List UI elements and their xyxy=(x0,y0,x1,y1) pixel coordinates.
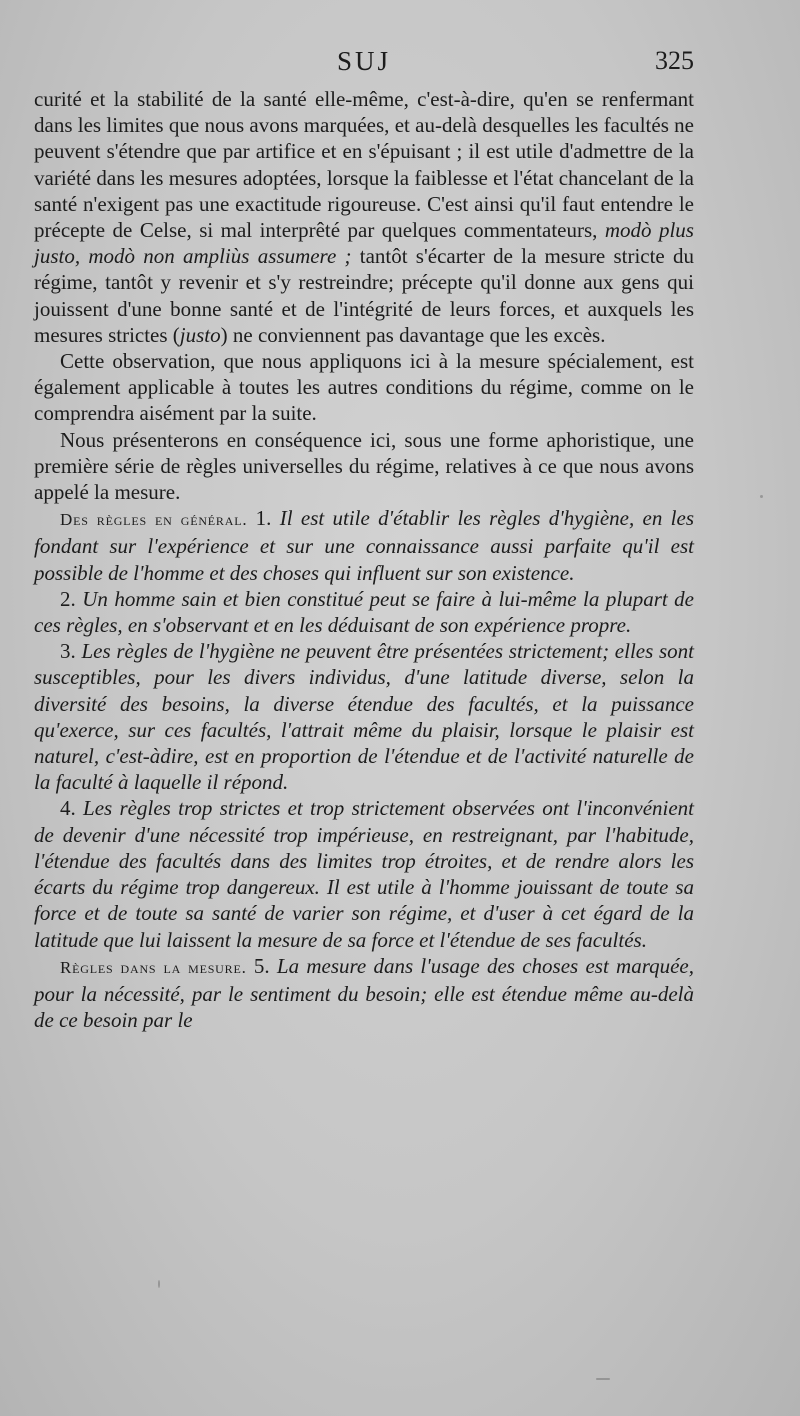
running-head: SUJ xyxy=(336,46,392,76)
rule-5-number: 5. xyxy=(246,953,277,978)
paragraph-1-part-a: curité et la stabilité de la santé elle-même, c'est-à-dire, qu'en se renfermant dans les limites que nous avons marquées, et au-delà desquelles les facultés ne peuvent s'étendre que par artifice et en s'épuisant ; il est utile d'admettre de la variété dans les mesures adoptées, lorsque la faiblesse et l'état chancelant de la santé n'exigent pas une exactitude rigoureuse. C'est ainsi qu'il faut entendre le précepte de Celse, si mal interprêté par quelques commentateurs, xyxy=(34,87,694,243)
paragraph-1 xyxy=(34,86,694,348)
paper-speck xyxy=(760,495,763,498)
rule-3-text: Les règles de l'hygiène ne peuvent être présentées strictement; elles sont susceptibles, pour les divers individus, d'une latitude diverse, selon la diversité des besoins, la diverse étendue des facultés, et la puissance qu'exerce, sur ces facultés, l'attrait même du plaisir, lorsque le plaisir est naturel, c'est-àdire, est en proportion de l'étendue et de l'activité naturelle de la faculté à laquelle il répond. xyxy=(34,639,694,795)
rule-4 xyxy=(34,795,694,952)
rule-1-number: 1. xyxy=(247,506,280,531)
page-header xyxy=(34,46,694,86)
celse-latin-quote: modò plus justo, modò non ampliùs assumere ; xyxy=(34,218,694,269)
rule-1-heading: Des règles en général. xyxy=(60,510,248,530)
rule-5-heading: Règles dans la mesure. xyxy=(60,957,247,977)
justo-word: justo xyxy=(179,322,221,347)
paragraph-1-part-c: ) ne conviennent pas davantage que les excès. xyxy=(220,322,606,347)
paragraph-2: Cette observation, que nous appliquons ici à la mesure spécialement, est également applicable à toutes les autres conditions du régime, comme on le comprendra aisément par la suite. xyxy=(34,349,694,426)
rule-4-text: Les règles trop strictes et trop strictement observées ont l'inconvénient de devenir d'une nécessité trop impérieuse, en restreignant, par l'habitude, l'étendue des facultés dans des limites trop étroites, et de rendre alors les écarts du régime trop dangereux. Il est utile à l'homme jouissant de toute sa force et de toute sa santé de varier son régime, et d'user à cet égard de la latitude que lui laissent la mesure de sa force et l'étendue de ses facultés. xyxy=(34,796,694,952)
rule-1-text: Il est utile d'établir les règles d'hygiène, en les fondant sur l'expérience et sur une connaissance aussi parfaite qu'il est possible de l'homme et des choses qui influent sur son existence. xyxy=(34,506,695,585)
rule-4-number: 4. xyxy=(60,796,84,821)
rule-3 xyxy=(34,638,694,795)
rule-5 xyxy=(34,953,694,1034)
rule-2 xyxy=(34,586,694,638)
paragraph-3: Nous présenterons en conséquence ici, sous une forme aphoristique, une première série de règles universelles du régime, relatives à ce que nous avons appelé la mesure. xyxy=(34,427,694,505)
paper-speck xyxy=(158,1280,160,1288)
body-text xyxy=(34,86,694,1033)
rule-2-text: Un homme sain et bien constitué peut se faire à lui-même la plupart de ces règles, en s'observant et en les déduisant de son expérience propre. xyxy=(34,586,695,638)
rule-2-number: 2. xyxy=(60,586,83,611)
rule-5-text: La mesure dans l'usage des choses est marquée, pour la nécessité, par le sentiment du besoin; elle est étendue même au-delà de ce besoin par le xyxy=(34,953,694,1033)
rule-1 xyxy=(34,505,694,586)
paper-mark xyxy=(596,1378,610,1380)
paragraph-1-part-b: tantôt s'écarter de la mesure stricte du régime, tantôt y revenir et s'y restreindre; précepte qu'il donne aux gens qui jouissent d'une bonne santé et de l'intégrité de leurs forces, et auxquels les mesures strictes ( xyxy=(34,244,694,347)
rule-3-number: 3. xyxy=(60,639,82,664)
page-number: 325 xyxy=(655,46,694,75)
